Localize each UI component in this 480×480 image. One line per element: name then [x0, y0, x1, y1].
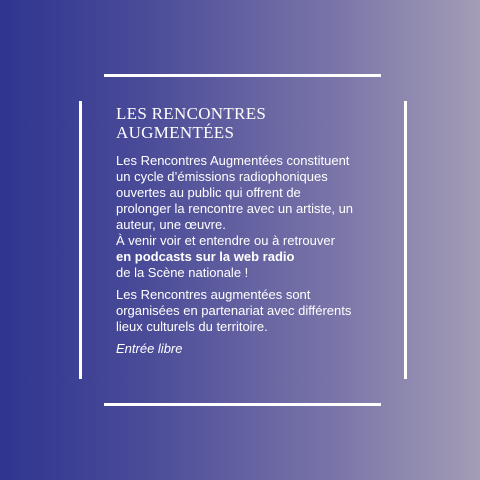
page-title: [116, 104, 396, 142]
description-line: un cycle d’émissions radiophoniques: [116, 169, 328, 184]
frame-right-line: [404, 101, 407, 379]
entry-label: Entrée libre: [116, 341, 183, 356]
partnership-line: Les Rencontres augmentées sont: [116, 287, 311, 302]
description-line: À venir voir et entendre ou à retrouver: [116, 233, 335, 248]
frame-top-line: [104, 74, 381, 77]
podcast-highlight: en podcasts sur la web radio: [116, 249, 295, 264]
description-line: Les Rencontres Augmentées constituent: [116, 153, 350, 168]
partnership-line: organisées en partenariat avec différents: [116, 303, 352, 318]
frame-left-line: [79, 101, 82, 379]
partnership-line: lieux culturels du territoire.: [116, 319, 268, 334]
partnership-paragraph: [116, 287, 396, 335]
description-paragraph: [116, 153, 396, 281]
info-panel: [116, 104, 396, 357]
description-line: ouvertes au public qui offrent de: [116, 185, 301, 200]
title-line-1: LES RENCONTRES: [116, 104, 267, 123]
title-line-2: AUGMENTÉES: [116, 123, 235, 142]
description-line: de la Scène nationale !: [116, 265, 249, 280]
description-line: auteur, une œuvre.: [116, 217, 226, 232]
frame-bottom-line: [104, 403, 381, 406]
description-line: prolonger la rencontre avec un artiste, un: [116, 201, 354, 216]
